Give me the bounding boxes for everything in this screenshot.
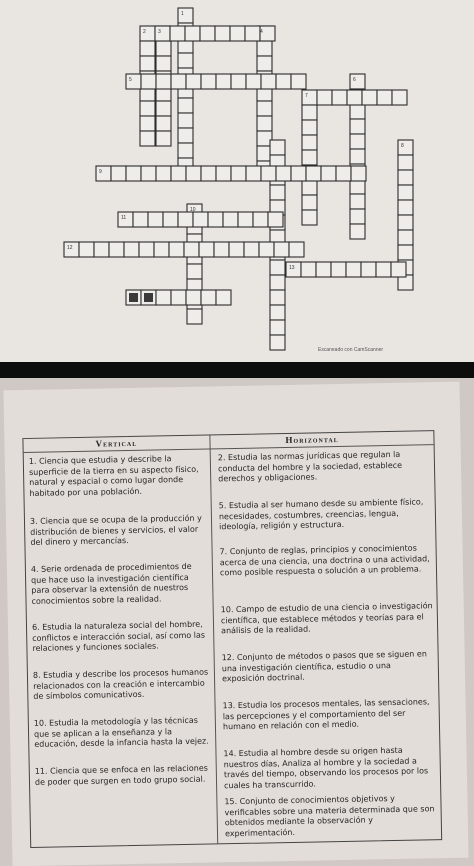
- crossword-cell: [274, 242, 289, 257]
- crossword-cell: [261, 74, 276, 89]
- crossword-cell: [178, 143, 193, 158]
- crossword-cell: [230, 26, 245, 41]
- crossword-cell: [245, 26, 260, 41]
- crossword-cell: [391, 262, 406, 277]
- crossword-cell: [109, 242, 124, 257]
- crossword-filled-cell: [144, 293, 153, 302]
- crossword-cell: [398, 245, 413, 260]
- crossword-cell: [350, 134, 365, 149]
- crossword-cell: [223, 212, 238, 227]
- crossword-cell: [231, 166, 246, 181]
- crossword-cell: [270, 335, 285, 350]
- crossword-cell: [140, 131, 155, 146]
- crossword-cell: [156, 131, 171, 146]
- crossword-cell: [291, 74, 306, 89]
- crossword-cell: [238, 212, 253, 227]
- crossword-cell: [184, 242, 199, 257]
- crossword-cell: [163, 212, 178, 227]
- clue-vertical-10: 10. Estudia la metodología y las técnicas que se aplican a la enseñanza y la educación, desde la infancia hasta la vejez.: [33, 715, 209, 749]
- crossword-cell: [302, 180, 317, 195]
- horizontal-heading: Horizontal: [285, 433, 339, 446]
- crossword-cell: [140, 116, 155, 131]
- crossword-cell: [244, 242, 259, 257]
- crossword-cell: [156, 56, 171, 71]
- crossword-cell: [350, 149, 365, 164]
- crossword-cell: [216, 290, 231, 305]
- crossword-cell: [270, 140, 285, 155]
- cell-number: 1: [181, 11, 184, 17]
- crossword-cell: [302, 150, 317, 165]
- crossword-cell: [156, 116, 171, 131]
- crossword-cell: [268, 212, 283, 227]
- crossword-cell: [141, 74, 156, 89]
- crossword-cell: [392, 90, 407, 105]
- crossword-cell: [171, 74, 186, 89]
- cell-number: 11: [121, 215, 127, 221]
- crossword-cell: [229, 242, 244, 257]
- scanner-watermark: Escaneado con CamScanner: [318, 347, 384, 353]
- clue-vertical-8: 8. Estudia y describe los procesos humanos relacionados con la creación e intercambio de símbolos comunicativos.: [32, 667, 209, 701]
- crossword-cell: [216, 166, 231, 181]
- crossword-cell: [270, 260, 285, 275]
- crossword-cell: [257, 101, 272, 116]
- crossword-cell: [178, 98, 193, 113]
- crossword-cell: [321, 166, 336, 181]
- crossword-cell: [201, 74, 216, 89]
- crossword-cell: [270, 290, 285, 305]
- crossword-cell: [185, 26, 200, 41]
- crossword-cell: [350, 119, 365, 134]
- crossword-cell: [331, 262, 346, 277]
- crossword-cell: [270, 275, 285, 290]
- clue-horizontal-15: 15. Conjunto de conocimientos objetivos y verificables sobre una materia determinada que son obtenidos mediante la observación y experimentación.: [224, 793, 435, 838]
- crossword-cell: [139, 242, 154, 257]
- crossword-cell: [154, 242, 169, 257]
- crossword-cell: [350, 194, 365, 209]
- crossword-cell: [398, 230, 413, 245]
- crossword-cell: [376, 262, 391, 277]
- crossword-cell: [156, 101, 171, 116]
- crossword-cell: [270, 185, 285, 200]
- clue-horizontal-13: 13. Estudia los procesos mentales, las sensaciones, las percepciones y el comportamiento del ser humano en relación con el medio.: [222, 697, 430, 732]
- crossword-cell: [208, 212, 223, 227]
- crossword-cell: [79, 242, 94, 257]
- crossword-cell: [302, 195, 317, 210]
- crossword-cell: [276, 166, 291, 181]
- clue-vertical-4: 4. Serie ordenada de procedimientos de que hace uso la investigación científica para observar la extensión de nuestros conocimientos sobre la realidad.: [30, 561, 192, 606]
- clues-sheet: [3, 382, 468, 866]
- clue-vertical-6: 6. Estudia la naturaleza social del hombre, conflictos e interacción social, así como las relaciones y funciones sociales.: [31, 619, 206, 653]
- cell-number: 9: [99, 169, 102, 175]
- cell-number: 13: [289, 265, 295, 271]
- crossword-cell: [302, 105, 317, 120]
- cell-number: 12: [67, 245, 73, 251]
- crossword-cell: [261, 166, 276, 181]
- crossword-cell: [178, 128, 193, 143]
- crossword-cell: [140, 56, 155, 71]
- crossword-cell: [398, 170, 413, 185]
- crossword-cell: [216, 74, 231, 89]
- crossword-cell: [306, 166, 321, 181]
- crossword-cell: [126, 166, 141, 181]
- crossword-cell: [156, 41, 171, 56]
- crossword-cell: [178, 212, 193, 227]
- crossword-cell: [398, 215, 413, 230]
- cell-number: 10: [190, 207, 196, 213]
- crossword-cell: [289, 242, 304, 257]
- crossword-cell: [148, 212, 163, 227]
- crossword-cell: [398, 200, 413, 215]
- crossword-cell: [346, 262, 361, 277]
- crossword-cell: [270, 305, 285, 320]
- clue-horizontal-5: 5. Estudia al ser humano desde su ambiente físico, necesidades, costumbres, creencias, lengua, ideología, religión y estructura.: [218, 497, 424, 532]
- crossword-cell: [193, 212, 208, 227]
- clue-horizontal-14: 14. Estudia al hombre desde su origen hasta nuestros días, Analiza al hombre y la sociedad a través del tiempo, observando los procesos por los cuales ha transcurrido.: [223, 745, 429, 790]
- clue-vertical-11: 11. Ciencia que se enfoca en las relaciones de poder que surgen en todo grupo social.: [34, 763, 208, 787]
- crossword-cell: [302, 120, 317, 135]
- crossword-cell: [201, 166, 216, 181]
- crossword-cell: [270, 320, 285, 335]
- crossword-cell: [336, 166, 351, 181]
- crossword-cell: [302, 135, 317, 150]
- crossword-cell: [111, 166, 126, 181]
- crossword-cell: [178, 53, 193, 68]
- crossword-cell: [186, 166, 201, 181]
- clue-horizontal-10: 10. Campo de estudio de una ciencia o investigación científica, que establece métodos y teorías para el análisis de la realidad.: [220, 601, 433, 636]
- crossword-cell: [214, 242, 229, 257]
- cell-number: 4: [260, 29, 263, 35]
- crossword-cell: [350, 104, 365, 119]
- crossword-cell: [199, 242, 214, 257]
- cell-number: 3: [158, 29, 161, 35]
- crossword-cell: [133, 212, 148, 227]
- crossword-photo: [0, 0, 474, 362]
- crossword-cell: [156, 166, 171, 181]
- crossword-cell: [187, 264, 202, 279]
- vertical-heading: Vertical: [95, 437, 138, 449]
- crossword-cell: [171, 166, 186, 181]
- crossword-cell: [332, 90, 347, 105]
- crossword-cell: [257, 56, 272, 71]
- crossword-cell: [140, 101, 155, 116]
- crossword-cell: [186, 290, 201, 305]
- crossword-cell: [362, 90, 377, 105]
- crossword-cell: [178, 113, 193, 128]
- crossword-cell: [350, 209, 365, 224]
- clue-vertical-3: 3. Ciencia que se ocupa de la producción y distribución de bienes y servicios, el valor del dinero y mercancías.: [29, 513, 202, 547]
- crossword-cell: [291, 166, 306, 181]
- cell-number: 7: [305, 93, 308, 99]
- crossword-filled-cell: [129, 293, 138, 302]
- crossword-cell: [186, 74, 201, 89]
- crossword-cell: [200, 26, 215, 41]
- crossword-cell: [94, 242, 109, 257]
- cell-number: 8: [401, 143, 404, 149]
- crossword-cell: [231, 74, 246, 89]
- crossword-cell: [246, 74, 261, 89]
- crossword-cell: [347, 90, 362, 105]
- crossword-cell: [361, 262, 376, 277]
- crossword-cell: [259, 242, 274, 257]
- crossword-cell: [276, 74, 291, 89]
- crossword-cell: [170, 26, 185, 41]
- crossword-cell: [302, 210, 317, 225]
- crossword-cell: [253, 212, 268, 227]
- clue-horizontal-7: 7. Conjunto de reglas, principios y conocimientos acerca de una ciencia, una doctrina o una actividad, como posible respuesta o solución a un problema.: [219, 543, 430, 578]
- crossword-cell: [187, 309, 202, 324]
- clue-vertical-1: 1. Ciencia que estudia y describe la superficie de la tierra en su aspecto físico, natural y espacial o como lugar donde habitado por una población.: [28, 454, 199, 498]
- crossword-cell: [350, 224, 365, 239]
- crossword-cell: [141, 166, 156, 181]
- crossword-cell: [215, 26, 230, 41]
- crossword-cell: [171, 290, 186, 305]
- cell-number: 2: [143, 29, 146, 35]
- crossword-cell: [124, 242, 139, 257]
- cell-number: 6: [353, 77, 356, 83]
- crossword-cell: [317, 90, 332, 105]
- crossword-cell: [201, 290, 216, 305]
- crossword-cell: [257, 116, 272, 131]
- crossword-cell: [169, 242, 184, 257]
- crossword-cell: [140, 41, 155, 56]
- crossword-cell: [398, 155, 413, 170]
- clue-horizontal-2: 2. Estudia las normas jurídicas que regulan la conducta del hombre y la sociedad, establece derechos y obligaciones.: [217, 449, 403, 484]
- clues-table: [22, 430, 442, 848]
- crossword-cell: [301, 262, 316, 277]
- crossword-grid: [0, 0, 474, 362]
- crossword-cell: [398, 185, 413, 200]
- clue-horizontal-12: 12. Conjunto de métodos o pasos que se siguen en una investigación científica, estudio o una exposición doctrinal.: [221, 649, 427, 684]
- crossword-cell: [156, 290, 171, 305]
- clues-photo: [0, 378, 474, 866]
- crossword-cell: [246, 166, 261, 181]
- crossword-cell: [257, 41, 272, 56]
- crossword-cell: [351, 166, 366, 181]
- crossword-cell: [156, 74, 171, 89]
- cell-number: 5: [129, 77, 132, 83]
- crossword-cell: [316, 262, 331, 277]
- crossword-cell: [377, 90, 392, 105]
